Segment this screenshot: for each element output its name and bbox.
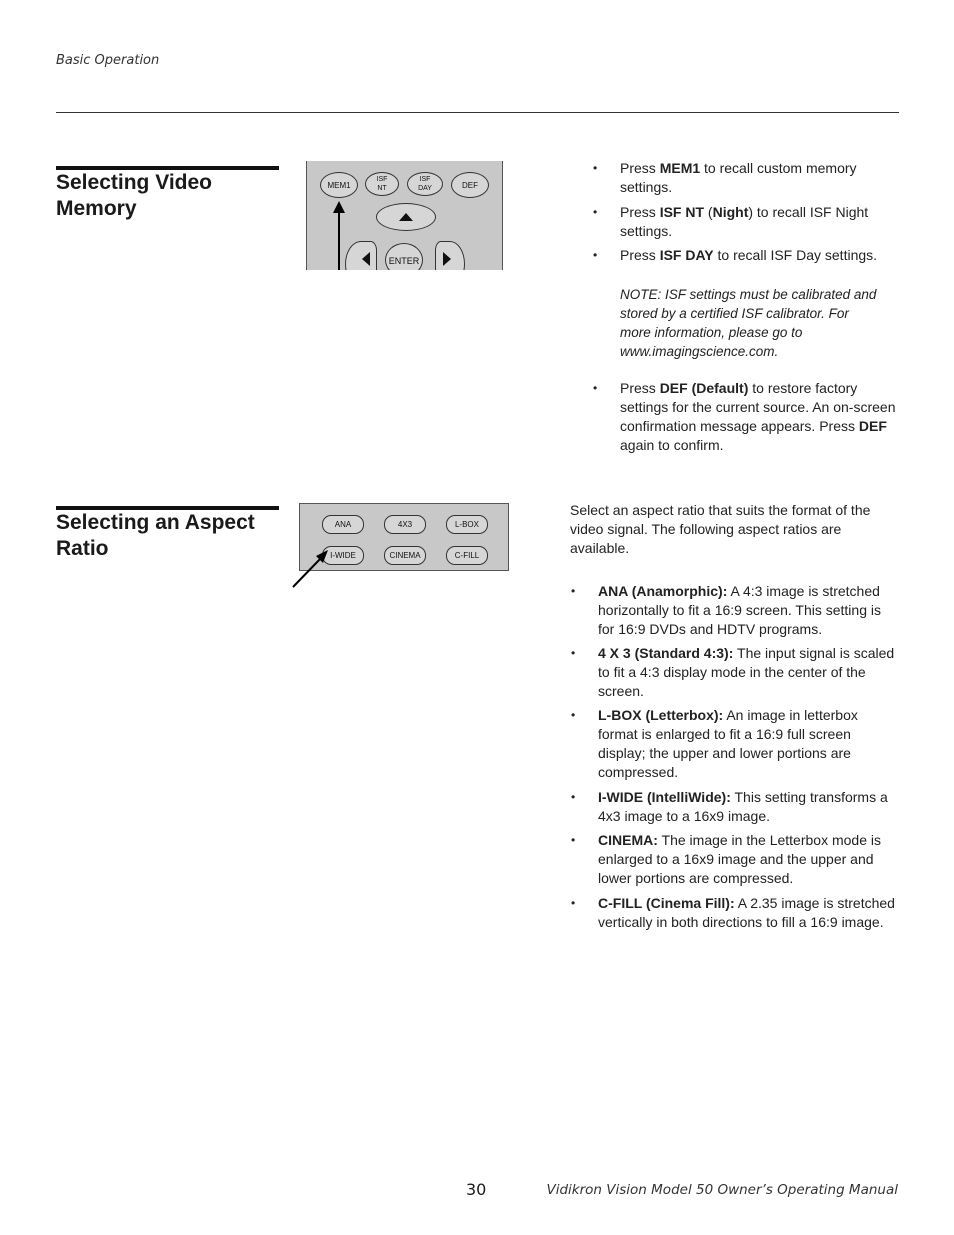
4x3-button-image: 4X3 — [384, 515, 426, 534]
pointer-arrow-icon — [290, 546, 332, 590]
bullet-l-box: • L-BOX (Letterbox): An image in letterbox format is enlarged to fit a 16:9 full screen display; the upper and lower portions are compressed. — [571, 707, 858, 780]
right-arrow-button-image — [435, 241, 465, 270]
enter-button-image: ENTER — [385, 243, 423, 270]
bullet-ana: • ANA (Anamorphic): A 4:3 image is stretched horizontally to fit a 16:9 screen. This setting is for 16:9 DVDs and HDTV programs. — [571, 583, 881, 637]
left-arrow-button-image — [345, 241, 377, 270]
section-title-video-memory: Selecting Video Memory — [56, 171, 212, 220]
bullet-c-fill: • C-FILL (Cinema Fill): A 2.35 image is stretched vertically in both directions to fill a 16:9 image. — [571, 895, 895, 930]
bullet-isf-day: • Press ISF DAY to recall ISF Day settings. — [593, 247, 878, 263]
aspect-intro: Select an aspect ratio that suits the format of the video signal. The following aspect ratios are available. — [570, 502, 871, 556]
l-box-button-image: L-BOX — [446, 515, 488, 534]
bullet-def: • Press DEF (Default) to restore factory settings for the current source. An on-screen confirmation message appears. Press DEF again to confirm. — [593, 380, 896, 453]
cinema-button-image: CINEMA — [384, 546, 426, 565]
bullet-cinema: • CINEMA: The image in the Letterbox mode is enlarged to a 16x9 image and the upper and lower portions are compressed. — [571, 832, 881, 886]
isf-nt-button-image: ISF NT — [365, 172, 399, 196]
section-title-aspect-ratio: Selecting an Aspect Ratio — [56, 511, 255, 560]
c-fill-button-image: C-FILL — [446, 546, 488, 565]
bullet-isf-nt: • Press ISF NT (Night) to recall ISF Night settings. — [593, 204, 869, 239]
right-arrow-icon — [443, 252, 451, 266]
bullet-i-wide: • I-WIDE (IntelliWide): This setting transforms a 4x3 image to a 16x9 image. — [571, 789, 888, 824]
ana-button-image: ANA — [322, 515, 364, 534]
header-rule — [56, 112, 899, 113]
mem1-button-image: MEM1 — [320, 172, 358, 198]
up-arrow-button-image — [376, 203, 436, 231]
up-arrow-icon — [399, 213, 413, 221]
isf-note: NOTE: ISF settings must be calibrated and stored by a certified ISF calibrator. For more information, please go to www.imagingscience.com. — [620, 287, 877, 359]
manual-title: Vidikron Vision Model 50 Owner’s Operating Manual — [546, 1182, 898, 1198]
remote-image-memory — [306, 161, 503, 270]
isf-day-button-image: ISF DAY — [407, 172, 443, 196]
def-button-image: DEF — [451, 172, 489, 198]
i-wide-button-image: I-WIDE — [322, 546, 364, 565]
bullet-4x3: • 4 X 3 (Standard 4:3): The input signal is scaled to fit a 4:3 display mode in the center of the screen. — [571, 645, 895, 699]
bullet-mem1: • Press MEM1 to recall custom memory settings. — [593, 160, 857, 195]
running-header: Basic Operation — [56, 53, 160, 68]
pointer-arrow-icon — [333, 201, 345, 270]
left-arrow-icon — [362, 252, 370, 266]
page-number: 30 — [466, 1180, 487, 1199]
